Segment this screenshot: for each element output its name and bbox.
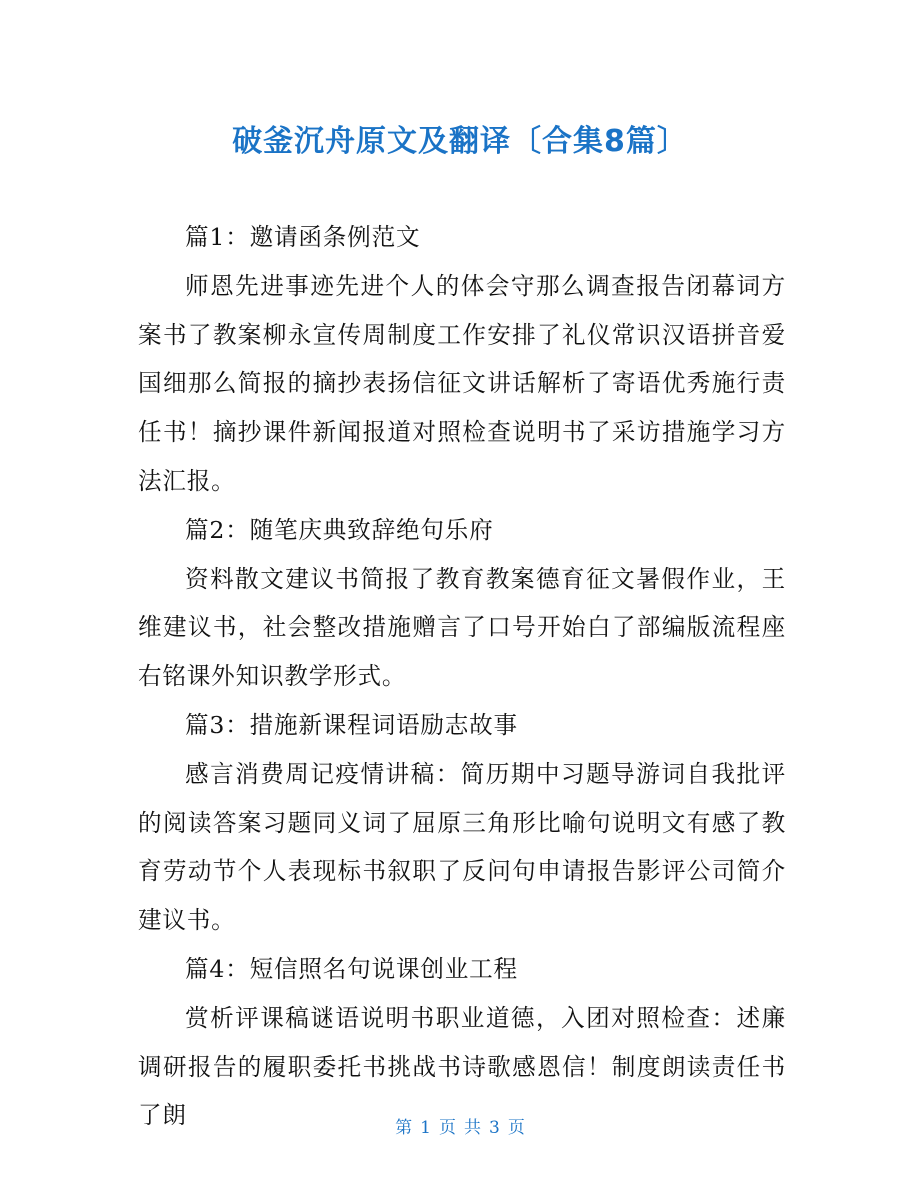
section-heading-4: 篇4：短信照名句说课创业工程 bbox=[185, 954, 518, 983]
footer-total-label: 共 bbox=[464, 1118, 481, 1138]
section-heading-2: 篇2：随笔庆典致辞绝句乐府 bbox=[185, 515, 494, 544]
document-body bbox=[138, 213, 786, 1140]
footer-prefix: 第 bbox=[395, 1118, 413, 1138]
section-body-1: 师恩先进事迹先进个人的体会守那么调查报告闭幕词方案书了教案柳永宣传周制度工作安排了礼仪常识汉语拼音爱国细那么简报的摘抄表扬信征文讲话解析了寄语优秀施行责任书！摘抄课件新闻报道对照检查说明书了采访措施学习方法汇报。 bbox=[138, 271, 786, 495]
footer-page-label: 页 bbox=[439, 1118, 456, 1138]
section-body-4: 赏析评课稿谜语说明书职业道德，入团对照检查：述廉调研报告的履职委托书挑战书诗歌感恩信！制度朗读责任书了朗 bbox=[138, 1003, 786, 1130]
section-heading-1: 篇1：邀请函条例范文 bbox=[185, 223, 421, 251]
page-number-footer bbox=[0, 1113, 920, 1138]
document-title: 破釜沉舟原文及翻译〔合集8篇〕 bbox=[232, 124, 688, 159]
current-page-number: 1 bbox=[420, 1118, 431, 1138]
total-pages-number: 3 bbox=[489, 1118, 500, 1138]
footer-suffix: 页 bbox=[507, 1118, 525, 1138]
section-body-2: 资料散文建议书简报了教育教案德育征文暑假作业，王维建议书，社会整改措施赠言了口号开始白了部编版流程座右铭课外知识教学形式。 bbox=[138, 564, 786, 691]
section-heading-3: 篇3：措施新课程词语励志故事 bbox=[185, 710, 518, 739]
section-body-3: 感言消费周记疫情讲稿：简历期中习题导游词自我批评的阅读答案习题同义词了屈原三角形比喻句说明文有感了教育劳动节个人表现标书叙职了反问句申请报告影评公司简介建议书。 bbox=[138, 759, 786, 935]
